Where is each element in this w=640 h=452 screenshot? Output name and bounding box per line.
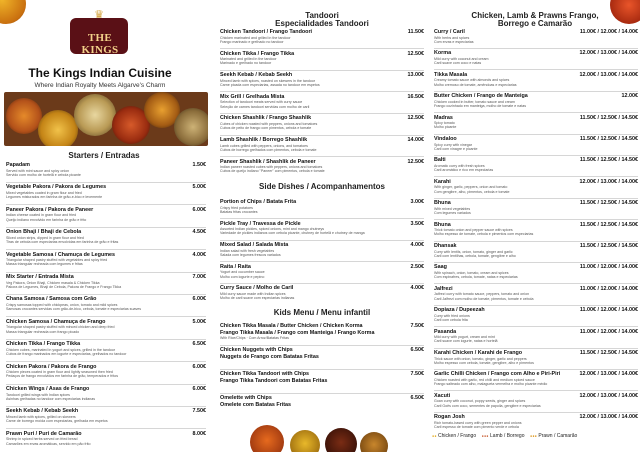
item-description: Frango salteado com alho, malagueta vermelha e molho picante médio xyxy=(434,382,548,387)
item-description: Tandoori grilled wings with Indian spices xyxy=(6,392,70,397)
item-name: Madras xyxy=(434,114,453,121)
item-price: 4.00€ xyxy=(410,242,424,249)
divider xyxy=(6,294,206,295)
divider xyxy=(434,176,638,177)
divider xyxy=(220,240,424,241)
item-name: Frango Tikka Masala / Frango com Manteiga / Frango Korma xyxy=(220,329,375,336)
item-description: Indian paneer roasted cubes with peppers, onions and tomatoes xyxy=(220,165,323,170)
item-description: Com gengibre, alho, pimentos, cebola e tomate xyxy=(434,189,510,194)
item-name: Chicken Nuggets with Chips xyxy=(220,347,293,353)
item-name: Balti xyxy=(434,157,446,164)
item-price: 6.50€ xyxy=(410,395,424,401)
item-description: Thick sauce with onion, tomato, ginger, garlic and peppers xyxy=(434,356,527,361)
item-description: Chicken pieces coated in gram flour and lightly seasoned then fried xyxy=(6,370,113,375)
item-price: 11.00€ / 12.00€ / 14.00€ xyxy=(579,29,638,35)
item-description: Crispy samosas topped with chickpeas, onion, tomato and mild spices xyxy=(6,302,118,307)
divider xyxy=(434,241,638,242)
brand-logo xyxy=(70,10,130,58)
divider xyxy=(220,261,424,262)
item-name: Garlic Chilli Chicken / Frango com Alho e Piri-Piri xyxy=(434,371,561,378)
divider xyxy=(434,326,638,327)
item-price: 11.50€ / 12.50€ / 14.50€ xyxy=(579,243,638,249)
item-price: 1.50€ xyxy=(192,162,206,168)
legend-chicken: Chicken / Frango xyxy=(438,433,477,439)
divider xyxy=(434,69,638,70)
divider xyxy=(434,283,638,284)
item-description: Cubos de borrego grelhados com pimentos, cebola e tomate xyxy=(220,147,317,152)
item-price: 7.50€ xyxy=(410,371,424,377)
item-description: With mixed vegetables xyxy=(434,206,471,211)
divider xyxy=(6,384,206,385)
item-description: Legumes misturados em farinha de grão-e-bico e levemente xyxy=(6,195,103,200)
item-description: Indian cheese coated in gram flour and fried xyxy=(6,213,77,218)
item-description: Served with mint sauce and spicy onion xyxy=(6,168,70,173)
divider xyxy=(434,348,638,349)
divider xyxy=(6,316,206,317)
item-description: Caril com cebola frita xyxy=(434,317,468,322)
spice-bowl-bottom-1 xyxy=(250,425,284,452)
item-price: 11.50€ / 12.50€ / 14.50€ xyxy=(579,200,638,207)
item-price: 12.00€ / 13.00€ / 14.00€ xyxy=(579,392,638,399)
item-description: Molho de caril suave com especiarias indianas xyxy=(220,296,295,301)
item-name: Chicken Wings / Asas de Frango xyxy=(6,386,90,392)
item-description: Chicken roasted with garlic, red chilli and medium spiced sauce xyxy=(434,377,535,382)
divider xyxy=(220,369,424,370)
item-name: Chicken Tikka Tandoori with Chips xyxy=(220,371,310,377)
item-name: Paneer Pakora / Pakora de Paneer xyxy=(6,206,94,213)
item-description: Sliced onion strips, dipped in gram flour and fried xyxy=(6,235,84,240)
item-price: 12.00€ / 13.00€ / 14.00€ xyxy=(579,414,638,421)
item-description: Mild curry with coconut and cream xyxy=(434,56,489,61)
item-description: Mild curry sauce made with Indian spices xyxy=(220,291,286,296)
divider xyxy=(434,91,638,92)
item-description: Triangular shaped pastry stuffed with minced chicken and deep fried xyxy=(6,325,115,330)
item-description: With ginger, garlic, peppers, onion and tomato xyxy=(434,185,508,190)
sides-title: Side Dishes / Acompanhamentos xyxy=(259,182,385,191)
item-price: 11.50€ / 12.50€ / 14.50€ xyxy=(579,221,638,228)
item-description: Salada com legumes frescos variados xyxy=(220,252,281,257)
item-price: 12.50€ xyxy=(407,50,424,57)
chicken-dots-icon: ●● xyxy=(432,434,437,438)
restaurant-tagline: Where Indian Royalty Meets Algarve's Charm xyxy=(34,82,166,89)
item-description: Asinhas grelhadas no tandoor com especiarias indianas xyxy=(6,396,96,401)
item-description: Servido com molho de hortelã e cebola picante xyxy=(6,172,81,177)
item-description: Goan curry with coconut, poppy seeds, ginger and spices xyxy=(434,399,526,404)
item-description: Thick tomato onion and pepper sauce with spices xyxy=(434,228,513,233)
item-price: 2.50€ xyxy=(410,263,424,270)
divider xyxy=(6,272,206,273)
item-description: With spinach, onion, tomato, cream and spices xyxy=(434,270,509,275)
divider xyxy=(434,198,638,199)
item-description: Curry with fried onions xyxy=(434,313,470,318)
item-name: Chicken Tikka / Frango Tikka xyxy=(220,50,295,57)
item-price: 4.50€ xyxy=(192,229,206,236)
item-price: 7.50€ xyxy=(410,323,424,329)
item-price: 11.50€ xyxy=(407,29,424,35)
divider xyxy=(220,283,424,284)
item-description: Carne picada com especiarias, assada no tandoor em espetos xyxy=(220,82,320,87)
item-name: Chicken Tikka / Frango Tikka xyxy=(6,341,81,348)
item-name: Chicken Samosa / Chamuça de Frango xyxy=(6,318,106,325)
item-description: Spicy tomato xyxy=(434,121,455,126)
item-name: Karahi xyxy=(434,178,451,185)
divider xyxy=(6,339,206,340)
item-name: Curry / Caril xyxy=(434,29,465,35)
item-name: Nuggets de Frango com Batatas Fritas xyxy=(220,353,319,360)
divider xyxy=(434,369,638,370)
item-name: Saag xyxy=(434,264,447,271)
divider xyxy=(6,406,206,407)
item-description: Chicken marinated and grilled in the tandoor xyxy=(220,35,291,40)
divider xyxy=(220,48,424,49)
item-price: 5.00€ xyxy=(192,184,206,191)
item-description: Chicken cubes, marinated in yogurt and spices, grilled in the tandoor xyxy=(6,347,116,352)
item-price: 6.00€ xyxy=(192,386,206,392)
item-description: Spicy curry with vinegar xyxy=(434,142,472,147)
divider xyxy=(6,182,206,183)
curries-title: Chicken, Lamb & Prawns Frango, xyxy=(471,11,599,20)
divider xyxy=(6,204,206,205)
item-price: 6.00€ xyxy=(192,363,206,370)
item-price: 12.00€ / 13.00€ / 14.00€ xyxy=(579,50,638,57)
item-name: Omelette with Chips xyxy=(220,395,272,401)
divider xyxy=(434,155,638,156)
item-description: Cubos de frango marinados em iogurte e especiarias, grelhados no tandoor xyxy=(6,351,127,356)
item-name: Chicken Pakora / Pakora de Frango xyxy=(6,363,97,370)
item-name: Papadam xyxy=(6,162,30,168)
item-description: Caril com lentilhas, cebola, tomate, gengibre e alho xyxy=(434,253,516,258)
item-price: 11.00€ / 12.00€ / 14.00€ xyxy=(579,285,638,292)
spice-bowl-top-left xyxy=(0,0,26,24)
divider xyxy=(6,249,206,250)
item-description: Pakora de Legumes, Bhaji de Cebola, Pakora de Frango e Frango Tikka xyxy=(6,284,122,289)
divider xyxy=(220,70,424,71)
item-price: 5.00€ xyxy=(192,318,206,325)
item-name: Karahi Chicken / Karahi de Frango xyxy=(434,350,523,356)
divider xyxy=(434,305,638,306)
item-name: Bhuna xyxy=(434,221,451,228)
item-name: Curry Sauce / Molho de Caril xyxy=(220,285,294,292)
item-description: Marinated and grilled in the tandoor xyxy=(220,57,277,62)
item-name: Chicken Tikka Masala / Butter Chicken / Chicken Korma xyxy=(220,323,363,329)
item-price: 3.00€ xyxy=(410,199,424,205)
item-description: Molho espesso de tomate, cebola e pimentos com especiarias xyxy=(434,232,534,237)
item-price: 6.50€ xyxy=(410,347,424,353)
item-name: Frango Tikka Tandoori com Batatas Fritas xyxy=(220,377,328,384)
item-name: Mix Grill / Grelhada Mista xyxy=(220,93,285,100)
restaurant-name: The Kings Indian Cuisine xyxy=(28,66,172,80)
tandoori-subtitle: Especialidades Tandoori xyxy=(275,19,369,28)
item-name: Portion of Chips / Batata Frita xyxy=(220,199,297,205)
divider xyxy=(6,227,206,228)
item-description: Seleção de carnes tandoori servidas com molho de caril xyxy=(220,104,310,109)
item-price: 4.00€ xyxy=(192,251,206,258)
item-description: Caril suave com iogurte, natas e hortelã xyxy=(434,339,498,344)
item-price: 11.00€ / 12.00€ / 14.00€ xyxy=(579,264,638,271)
divider xyxy=(220,135,424,136)
item-name: Vindaloo xyxy=(434,136,457,142)
item-description: Veg Pakora, Onion Bhaji, Chicken masala & Chicken Tikka xyxy=(6,280,100,285)
item-name: Dopiaza / Dupeezah xyxy=(434,307,485,314)
item-description: Molho espesso com cebola, tomate, gengibre, alho e pimentos xyxy=(434,360,534,365)
item-description: Caril Jalfrezi com molho de tomate, pimentos, tomate e cebola xyxy=(434,296,534,301)
item-name: Seekh Kebab / Kebab Seekh xyxy=(220,72,293,79)
divider xyxy=(434,48,638,49)
item-description: Marinado e grelhado no tandoor xyxy=(220,61,272,66)
item-name: Pasanda xyxy=(434,328,457,335)
spice-bowl-bottom-4 xyxy=(360,432,388,452)
item-name: Jalfrezi xyxy=(434,285,453,292)
item-description: Chicken cooked in butter, tomato sauce and cream xyxy=(434,99,515,104)
item-name: Butter Chicken / Frango de Manteiga xyxy=(434,93,528,100)
item-description: Com legumes variados xyxy=(434,210,471,215)
item-name: Vegetable Samosa / Chamuça de Legumes xyxy=(6,251,116,258)
item-price: 13.00€ xyxy=(407,72,424,79)
item-description: Yogurt and cucumber sauce xyxy=(220,270,265,275)
item-price: 12.00€ / 13.00€ / 14.00€ xyxy=(579,371,638,378)
tandoori-title: Tandoori xyxy=(305,11,339,20)
item-description: Curry with lentils, onion, tomato, ginger and garlic xyxy=(434,249,513,254)
item-description: Mild curry with yogurt, cream and mint xyxy=(434,335,495,340)
divider xyxy=(434,219,638,220)
price-legend xyxy=(432,433,638,439)
item-description: Frango marinado e grelhado no tandoor xyxy=(220,39,284,44)
item-price: 12.00€ xyxy=(621,93,638,100)
item-description: Carne de borrego moída com especiarias, grelhada em espetos xyxy=(6,419,108,424)
item-description: Molho picante xyxy=(434,125,457,130)
divider xyxy=(220,345,424,346)
divider xyxy=(434,390,638,391)
divider xyxy=(434,412,638,413)
item-price: 12.00€ / 13.00€ / 14.00€ xyxy=(579,71,638,78)
item-price: 6.00€ xyxy=(192,296,206,303)
item-price: 6.00€ xyxy=(192,206,206,213)
item-description: Massa triangular recheada com frango picado xyxy=(6,329,80,334)
legend-prawn: Prawn / Camarão xyxy=(538,433,578,439)
item-description: Samosas crocantes servidas com grão-de-bico, cebola, tomate e especiarias suaves xyxy=(6,307,142,312)
item-name: Raita / Raita xyxy=(220,263,251,270)
item-name: Mix Starter / Entrada Mista xyxy=(6,274,74,280)
divider xyxy=(6,428,206,429)
item-name: Onion Bhaji / Bhaji de Cebola xyxy=(6,229,82,236)
item-price: 3.50€ xyxy=(410,220,424,227)
item-name: Omelete com Batatas Fritas xyxy=(220,401,292,408)
divider xyxy=(434,262,638,263)
divider xyxy=(220,91,424,92)
item-description: Assorted Indian pickles, spiced onions, mint and mango chutneys xyxy=(220,227,325,232)
item-description: Rich tomato-based curry with green pepper and onions xyxy=(434,420,522,425)
logo-text: THE KINGS xyxy=(81,32,119,56)
item-price: 8.00€ xyxy=(192,430,206,437)
item-name: Prawn Puri / Puri de Camarão xyxy=(6,430,82,437)
item-description: Caril suave com coco e natas xyxy=(434,61,482,66)
item-description: Pedaços de frango envolvidos em farinha de grão, temperados e fritos xyxy=(6,374,119,379)
item-name: Chana Samosa / Samosa com Grão xyxy=(6,296,97,303)
dish-image xyxy=(38,110,78,146)
item-price: 14.00€ xyxy=(407,137,424,143)
spice-bowl-bottom-3 xyxy=(325,428,357,452)
item-description: Variedade de pickles indianos com cebola picante, chutney de hortelã e chutney de manga xyxy=(220,231,365,236)
item-price: 11.50€ / 12.50€ / 14.50€ xyxy=(579,136,638,142)
item-description: Batatas fritas crocantes xyxy=(220,209,258,214)
divider xyxy=(434,112,638,113)
item-price: 11.00€ / 12.00€ / 14.00€ xyxy=(579,328,638,335)
item-description: Creamy tomato sauce with almonds and spices xyxy=(434,78,510,83)
item-description: Aromatic curry with fresh spices xyxy=(434,163,485,168)
dish-image xyxy=(6,98,42,134)
item-name: Dhansak xyxy=(434,243,457,249)
item-description: Caril espesso de tomate com pimento verde e cebola xyxy=(434,424,519,429)
curries-subtitle: Borrego e Camarão xyxy=(497,19,573,28)
item-name: Xacuti xyxy=(434,392,451,399)
item-price: 4.00€ xyxy=(410,285,424,292)
item-name: Bhuna xyxy=(434,200,451,207)
item-description: Com espinafres, cebola, tomate, natas e especiarias xyxy=(434,275,518,280)
item-name: Pickle Tray / Travessa de Pickle xyxy=(220,220,301,227)
item-description: Caril aromático e rico em especiarias xyxy=(434,168,494,173)
item-name: Tikka Masala xyxy=(434,71,468,78)
crown-icon: ♛ xyxy=(94,9,104,21)
legend-lamb: Lamb / Borrego xyxy=(490,433,525,439)
item-description: With Rice/Chips · Com Arroz/Batatas Fritas xyxy=(220,336,289,340)
item-description: Caril Goês com coco, sementes de papoila, gengibre e especiarias xyxy=(434,403,541,408)
item-description: Camarões em ervas aromáticas, servido em pão frito xyxy=(6,441,91,446)
item-name: Mixed Salad / Salada Mista xyxy=(220,242,289,249)
item-price: 11.50€ / 12.50€ / 14.50€ xyxy=(579,157,638,164)
item-description: Jalfrezi curry with tomato sauce, peppers, tomato and onion xyxy=(434,292,530,297)
item-description: Frango cozinhado em manteiga, molho de tomate e natas xyxy=(434,103,527,108)
item-description: Cubos de queijo indiano "Paneer" com pimentos, cebola e tomate xyxy=(220,169,325,174)
item-price: 11.00€ / 12.00€ / 14.00€ xyxy=(579,307,638,314)
item-description: Molho cremoso de tomate, amêndoas e especiarias xyxy=(434,82,517,87)
item-description: Queijo indiano envolvido em farinha de grão e frito xyxy=(6,217,87,222)
item-description: Indian salad with fresh vegetables xyxy=(220,248,275,253)
item-price: 11.50€ / 12.50€ / 14.50€ xyxy=(579,350,638,356)
item-name: Korma xyxy=(434,50,452,57)
item-description: Lamb cubes grilled with peppers, onions, and tomatoes xyxy=(220,143,308,148)
item-description: Cubes of chicken roasted with peppers, onions and tomatoes xyxy=(220,121,318,126)
item-price: 11.50€ / 12.50€ / 14.50€ xyxy=(579,114,638,121)
item-price: 6.50€ xyxy=(192,341,206,348)
item-description: Com ervas e especiarias xyxy=(434,39,474,44)
prawn-dots-icon: ●●● xyxy=(530,434,537,438)
item-description: Selection of tandoori meats served with curry sauce xyxy=(220,100,303,105)
item-name: Lamb Shashlik / Borrego Shashlik xyxy=(220,137,308,143)
item-name: Chicken Tandoori / Frango Tandoori xyxy=(220,29,313,35)
kids-title: Kids Menu / Menu infantil xyxy=(273,308,371,317)
spice-bowl-bottom-2 xyxy=(290,430,320,452)
divider xyxy=(434,134,638,135)
dish-image xyxy=(174,108,208,146)
item-description: Shrimp in spiced herbs served on fried bread xyxy=(6,437,78,442)
item-price: 16.50€ xyxy=(407,93,424,100)
divider xyxy=(220,156,424,157)
divider xyxy=(220,113,424,114)
item-description: Caril com vinagre e picante xyxy=(434,146,478,151)
item-description: Molho com iogurte e pepino xyxy=(220,274,265,279)
lamb-dots-icon: ●●● xyxy=(481,434,489,438)
item-price: 12.50€ xyxy=(407,158,424,165)
item-description: With herbs and spices xyxy=(434,35,470,40)
divider xyxy=(220,393,424,394)
item-name: Seekh Kebab / Kebab Seekh xyxy=(6,408,79,415)
item-price: 12.00€ / 13.00€ / 14.00€ xyxy=(579,178,638,185)
starters-title: Starters / Entradas xyxy=(68,151,140,160)
item-description: Tiras de cebola com especiarias envolvidas em farinha de grão e fritas xyxy=(6,239,119,244)
item-description: Minced lamb with spices, roasted on skewers in the tandoor xyxy=(220,78,316,83)
item-description: Mixed vegetables coated in gram flour and fried xyxy=(6,190,82,195)
item-name: Rogan Josh xyxy=(434,414,465,421)
food-banner-image xyxy=(4,92,208,146)
divider xyxy=(220,218,424,219)
item-name: Paneer Shashlik / Shashlik de Paneer xyxy=(220,158,316,165)
dish-image xyxy=(74,94,116,136)
item-description: Crispy fried potatoes xyxy=(220,205,253,210)
item-description: Minced lamb with spices, grilled on skewers xyxy=(6,414,76,419)
item-name: Vegetable Pakora / Pakora de Legumes xyxy=(6,184,107,191)
item-description: Triangular shaped pastry stuffed with vegetables and spicy fried xyxy=(6,258,108,263)
item-description: Cubos de peito de frango com pimentos, cebola e tomate xyxy=(220,126,312,131)
divider xyxy=(6,361,206,362)
item-price: 7.50€ xyxy=(192,408,206,415)
item-description: Massa triangular recheada com legumes e fritas xyxy=(6,262,83,267)
item-name: Chicken Shashlik / Frango Shashlik xyxy=(220,115,312,122)
item-price: 12.50€ xyxy=(407,115,424,122)
item-price: 7.00€ xyxy=(192,274,206,280)
